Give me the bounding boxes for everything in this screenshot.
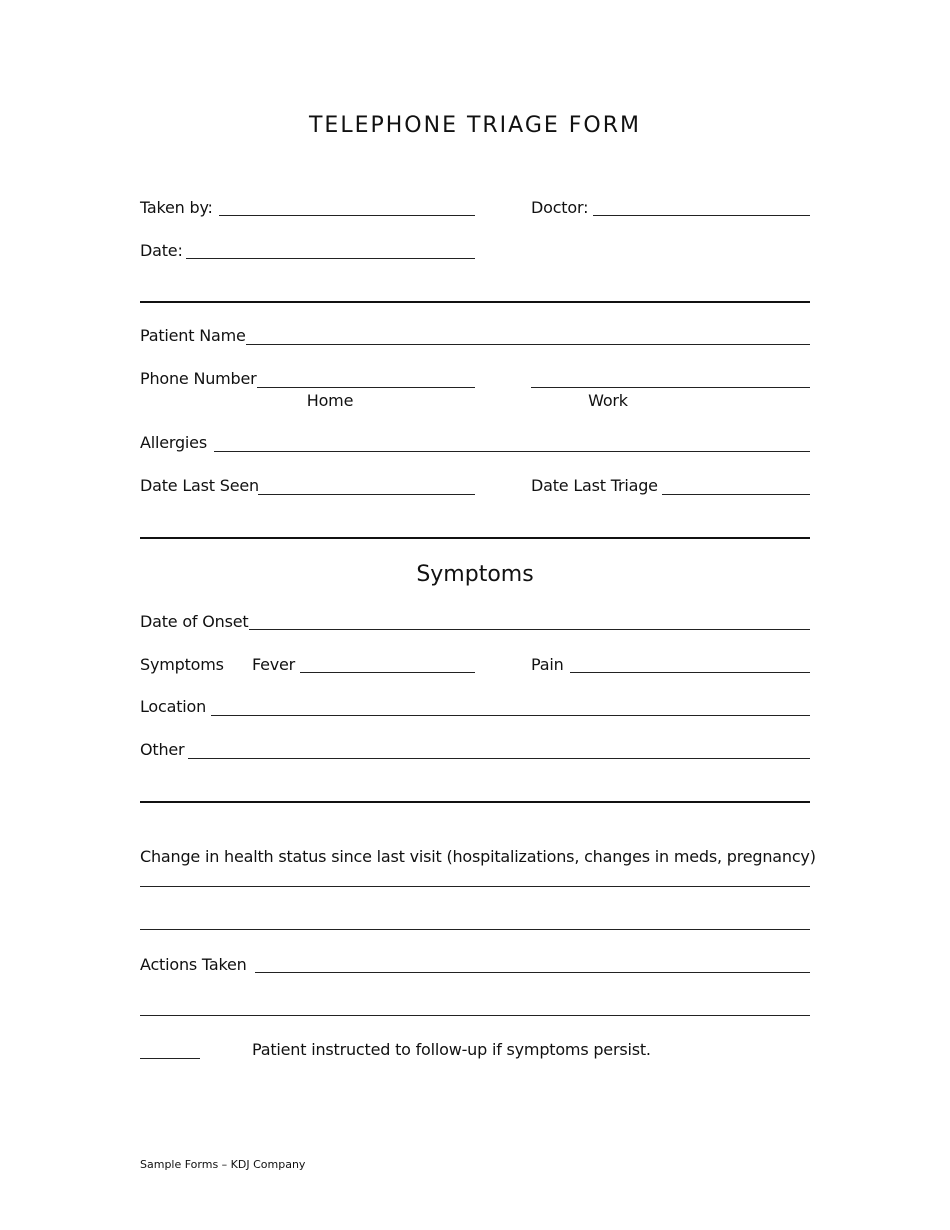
phone-number-label: Phone Number [140, 369, 257, 388]
fever-label: Fever [252, 655, 296, 674]
pain-field[interactable] [570, 672, 810, 673]
symptoms-label: Symptoms [140, 655, 224, 674]
date-field[interactable] [186, 258, 475, 259]
symptoms-heading: Symptoms [416, 562, 534, 587]
fever-field[interactable] [300, 672, 475, 673]
allergies-field[interactable] [214, 451, 810, 452]
other-label: Other [140, 740, 185, 759]
doctor-field[interactable] [593, 215, 810, 216]
footer-text: Sample Forms – KDJ Company [140, 1158, 306, 1171]
work-phone-field[interactable] [531, 387, 810, 388]
date-of-onset-field[interactable] [249, 629, 810, 630]
taken-by-label: Taken by: [140, 198, 213, 217]
section-divider [140, 301, 810, 303]
date-last-seen-label: Date Last Seen [140, 476, 259, 495]
section-divider [140, 801, 810, 803]
patient-name-label: Patient Name [140, 326, 246, 345]
health-change-label: Change in health status since last visit (hospitalizations, changes in meds, pregnancy) [140, 847, 816, 866]
doctor-label: Doctor: [531, 198, 589, 217]
date-last-triage-field[interactable] [662, 494, 810, 495]
followup-check-field[interactable] [140, 1058, 200, 1059]
health-change-field-2[interactable] [140, 929, 810, 930]
date-of-onset-label: Date of Onset [140, 612, 249, 631]
date-last-triage-label: Date Last Triage [531, 476, 658, 495]
date-last-seen-field[interactable] [258, 494, 475, 495]
form-title: TELEPHONE TRIAGE FORM [308, 113, 642, 138]
other-field[interactable] [188, 758, 810, 759]
work-caption: Work [588, 391, 628, 410]
pain-label: Pain [531, 655, 564, 674]
location-label: Location [140, 697, 207, 716]
patient-name-field[interactable] [246, 344, 810, 345]
home-caption: Home [306, 391, 354, 410]
health-change-field-1[interactable] [140, 886, 810, 887]
home-phone-field[interactable] [257, 387, 475, 388]
date-label: Date: [140, 241, 183, 260]
location-field[interactable] [211, 715, 810, 716]
actions-taken-field-2[interactable] [140, 1015, 810, 1016]
followup-label: Patient instructed to follow-up if symptoms persist. [252, 1040, 651, 1059]
actions-taken-label: Actions Taken [140, 955, 247, 974]
taken-by-field[interactable] [219, 215, 475, 216]
section-divider [140, 537, 810, 539]
actions-taken-field-1[interactable] [255, 972, 810, 973]
allergies-label: Allergies [140, 433, 207, 452]
